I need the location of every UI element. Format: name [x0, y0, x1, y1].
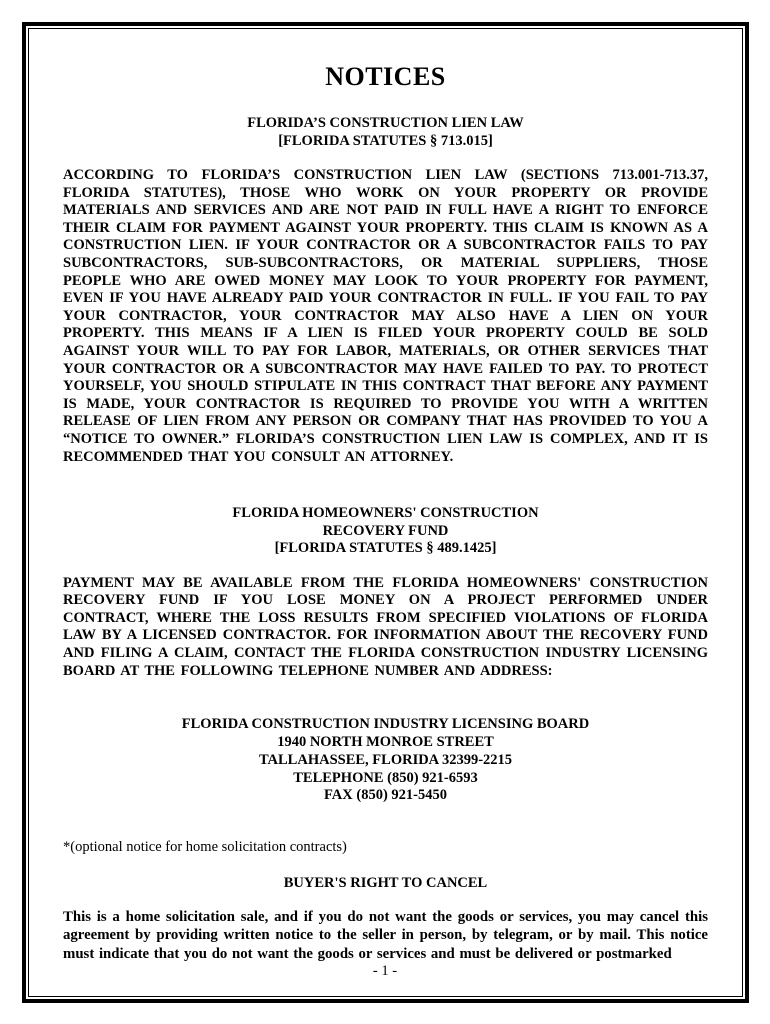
section-2-heading-line-2: RECOVERY FUND [322, 522, 449, 539]
address-line-city-state-zip: TALLAHASSEE, FLORIDA 32399-2215 [258, 751, 513, 768]
cancel-body-paragraph: This is a home solicitation sale, and if you do not want the goods or services, you may cancel this agreement by providing written notice to the seller in person, by telegram, or by mail. This notice must indicate that you do not want the goods or services and must be delivered or postmarked [63, 908, 708, 962]
section-1-body-paragraph: ACCORDING TO FLORIDA’S CONSTRUCTION LIEN LAW (SECTIONS 713.001-713.37, FLORIDA STATUTES), THOSE WHO WORK ON YOUR PROPERTY OR PROVIDE MATERIALS AND SERVICES AND ARE NOT PAID IN FULL HAVE A RIGHT TO ENFORCE THEIR CLAIM FOR PAYMENT AGAINST YOUR PROPERTY. THIS CLAIM IS KNOWN AS A CONSTRUCTION LIEN. IF YOUR CONTRACTOR OR A SUBCONTRACTOR FAILS TO PAY SUBCONTRACTORS, SUB-SUBCONTRACTORS, OR MATERIAL SUPPLIERS, THOSE PEOPLE WHO ARE OWED MONEY MAY LOOK TO YOUR PROPERTY FOR PAYMENT, EVEN IF YOU HAVE ALREADY PAID YOUR CONTRACTOR IN FULL. IF YOU FAIL TO PAY YOUR CONTRACTOR, YOUR CONTRACTOR MAY ALSO HAVE A LIEN ON YOUR PROPERTY. THIS MEANS IF A LIEN IS FILED YOUR PROPERTY COULD BE SOLD AGAINST YOUR WILL TO PAY FOR LABOR, MATERIALS, OR OTHER SERVICES THAT YOUR CONTRACTOR OR A SUBCONTRACTOR MAY HAVE FAILED TO PAY. TO PROTECT YOURSELF, YOU SHOULD STIPULATE IN THIS CONTRACT THAT BEFORE ANY PAYMENT IS MADE, YOUR CONTRACTOR IS REQUIRED TO PROVIDE YOU WITH A WRITTEN RELEASE OF LIEN FROM ANY PERSON OR COMPANY THAT HAS PROVIDED TO YOU A “NOTICE TO OWNER.” FLORIDA’S CONSTRUCTION LIEN LAW IS COMPLEX, AND IT IS RECOMMENDED THAT YOU CONSULT AN ATTORNEY. [63, 167, 708, 465]
section-1-statute-reference: [FLORIDA STATUTES § 713.015] [278, 132, 493, 149]
buyers-right-to-cancel-heading: BUYER'S RIGHT TO CANCEL [283, 875, 488, 892]
document-content [63, 62, 708, 963]
section-1-heading [63, 115, 708, 150]
section-2-body-paragraph: PAYMENT MAY BE AVAILABLE FROM THE FLORIDA HOMEOWNERS' CONSTRUCTION RECOVERY FUND IF YOU LOSE MONEY ON A PROJECT PERFORMED UNDER CONTRACT, WHERE THE LOSS RESULTS FROM SPECIFIED VIOLATIONS OF FLORIDA LAW BY A LICENSED CONTRACTOR. FOR INFORMATION ABOUT THE RECOVERY FUND AND FILING A CLAIM, CONTACT THE FLORIDA CONSTRUCTION INDUSTRY LICENSING BOARD AT THE FOLLOWING TELEPHONE NUMBER AND ADDRESS: [63, 574, 708, 679]
address-line-fax: FAX (850) 921-5450 [324, 787, 447, 804]
optional-notice-note: *(optional notice for home solicitation contracts) [63, 839, 347, 856]
address-line-street: 1940 NORTH MONROE STREET [277, 733, 494, 750]
section-2-heading [63, 505, 708, 558]
page-title: NOTICES [325, 62, 446, 91]
address-line-board-name: FLORIDA CONSTRUCTION INDUSTRY LICENSING BOARD [181, 716, 590, 733]
licensing-board-address-block [63, 716, 708, 805]
footer-page-number: - 1 - [372, 963, 398, 979]
section-2-heading-line-1: FLORIDA HOMEOWNERS' CONSTRUCTION [232, 505, 539, 522]
address-line-telephone: TELEPHONE (850) 921-6593 [293, 769, 478, 786]
section-2-statute-reference: [FLORIDA STATUTES § 489.1425] [274, 540, 497, 557]
section-1-heading-line-1: FLORIDA’S CONSTRUCTION LIEN LAW [247, 115, 524, 131]
